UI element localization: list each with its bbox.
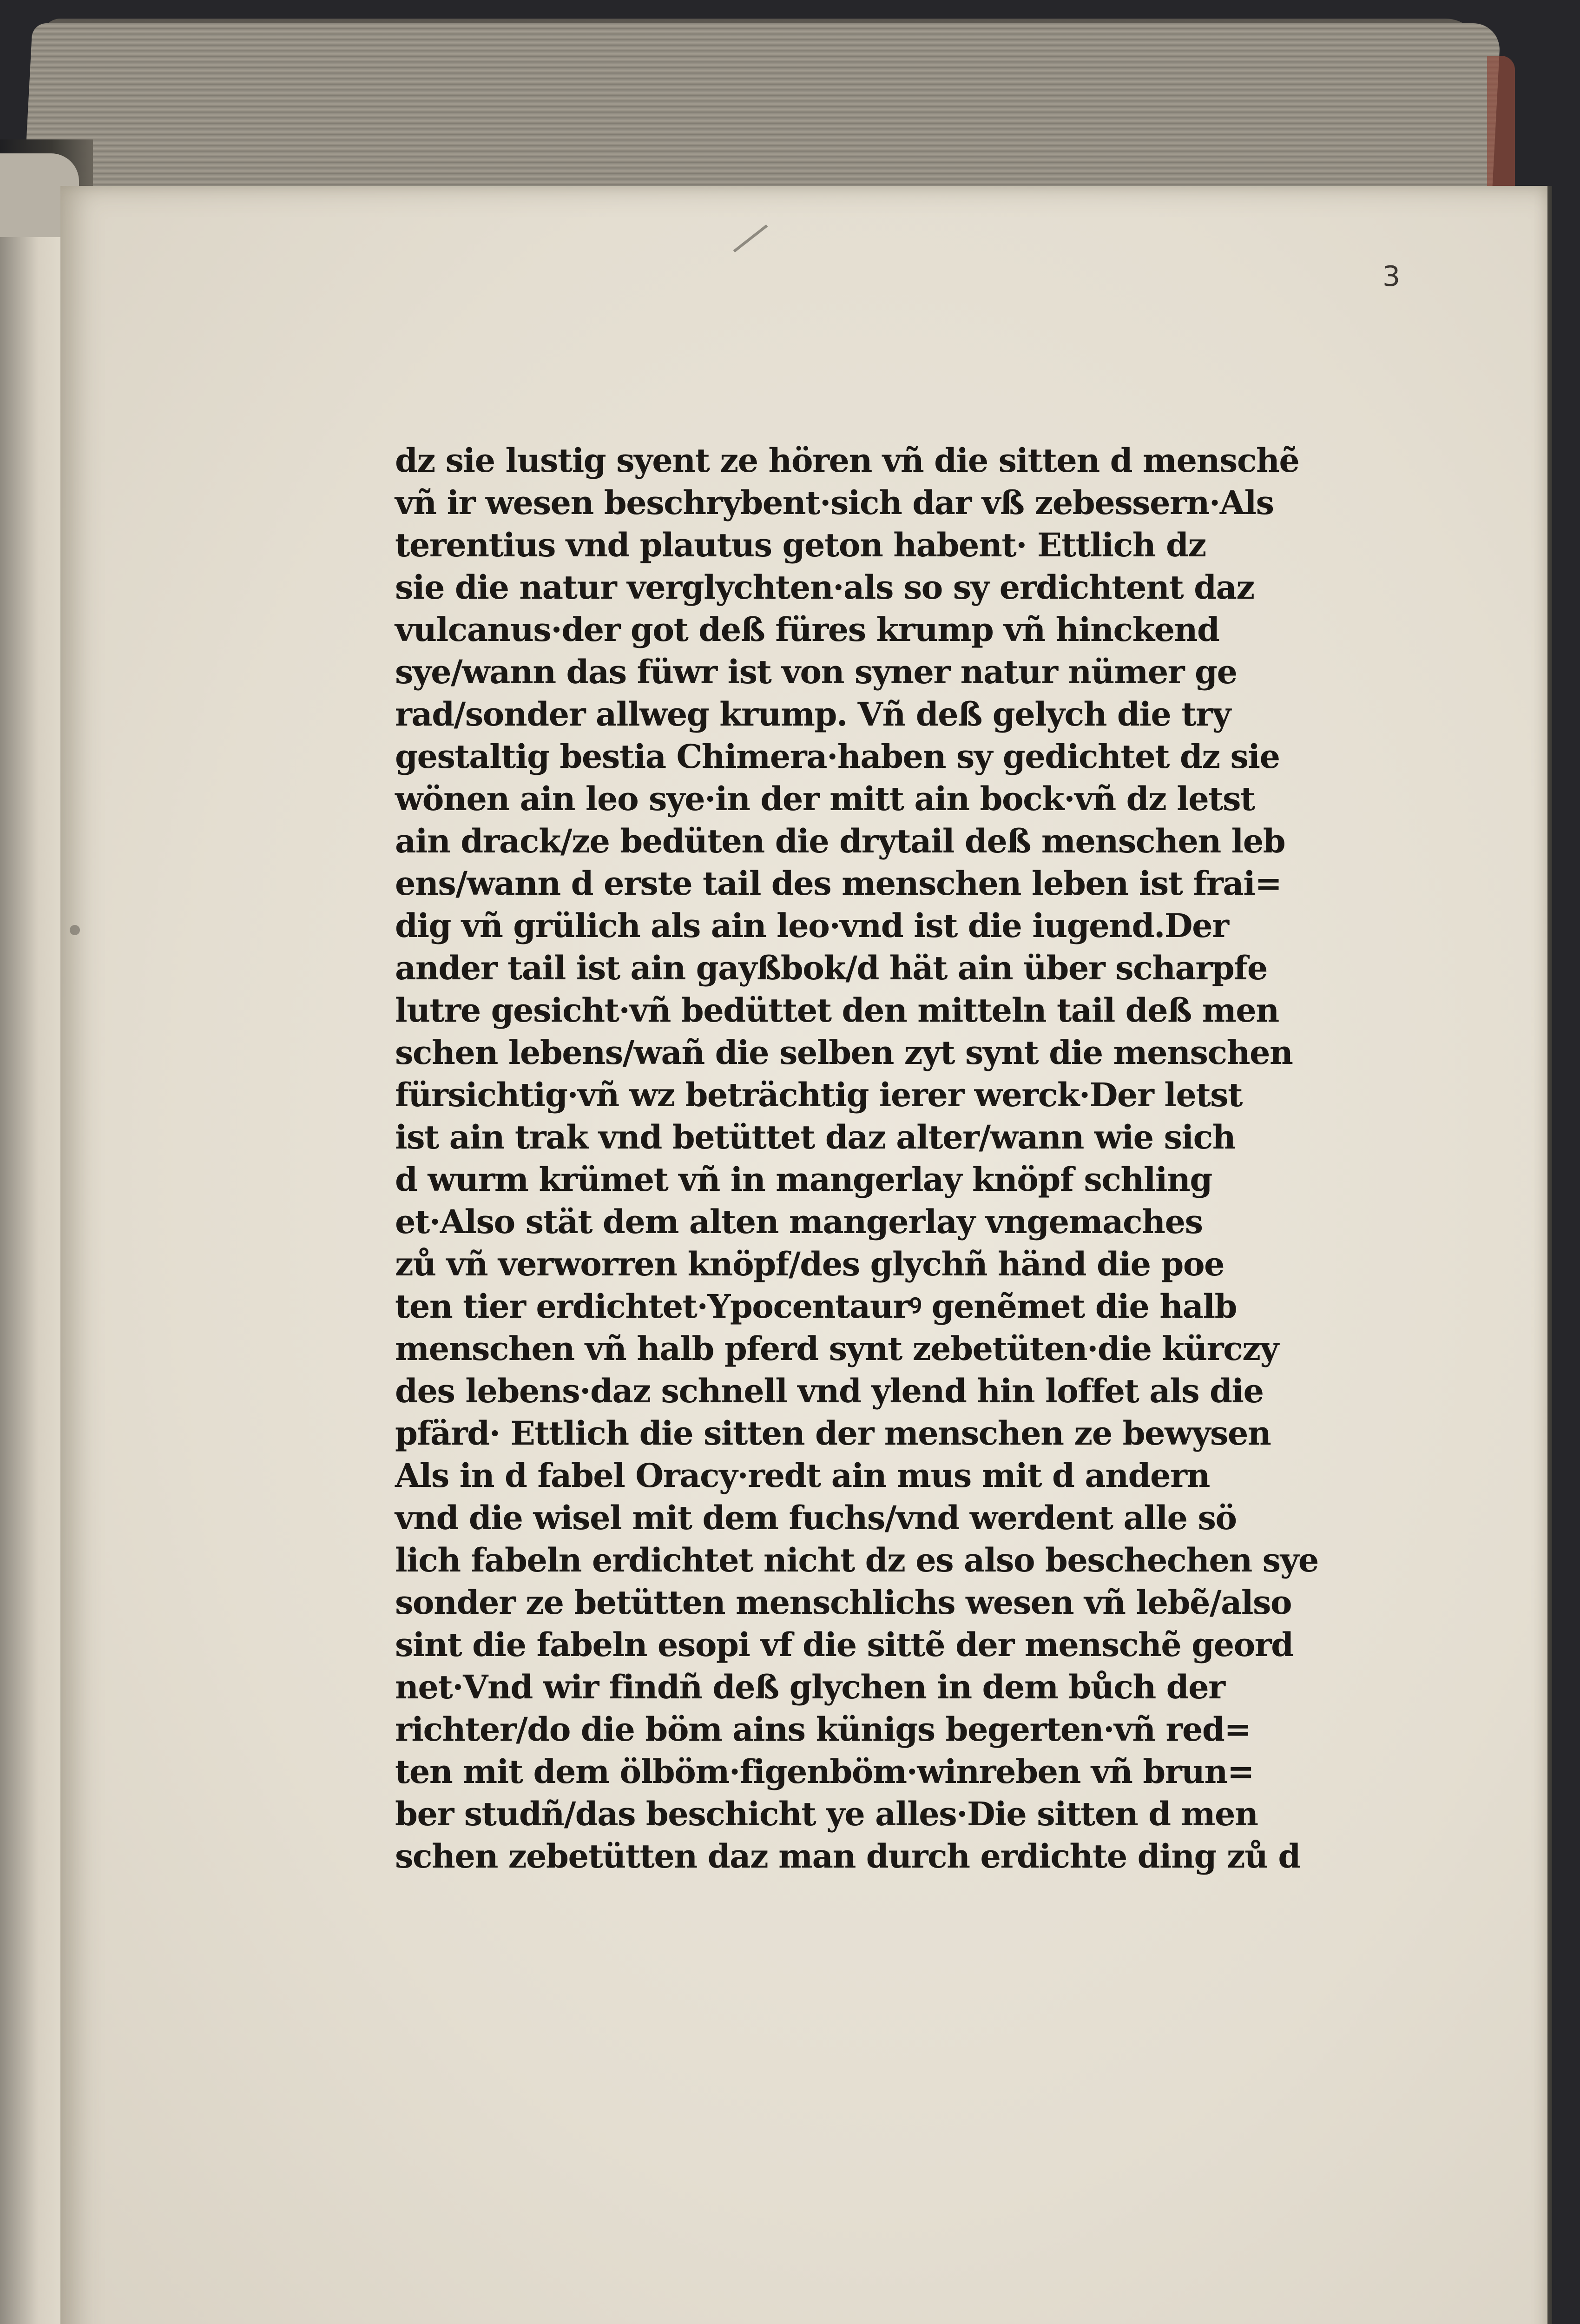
- text-line: richter/do die böm ains künigs begerten·vñ red=: [395, 1710, 1251, 1749]
- text-line: terentius vnd plautus geton habent· Ettlich dz: [395, 526, 1206, 564]
- text-line: schen zebetütten daz man durch erdichte ding zů d: [395, 1837, 1300, 1875]
- text-line: sye/wann das füwr ist von syner natur nümer ge: [395, 653, 1237, 691]
- text-line: dz sie lustig syent ze hören vñ die sitten d menschẽ: [395, 441, 1299, 480]
- text-line: vñ ir wesen beschrybent·sich dar vß zebessern·Als: [395, 483, 1274, 522]
- text-line: Als in d fabel Oracy·redt ain mus mit d andern: [395, 1456, 1210, 1495]
- text-line: menschen vñ halb pferd synt zebetüten·die kürczy: [395, 1329, 1278, 1368]
- text-line: ist ain trak vnd betüttet daz alter/wann wie sich: [395, 1118, 1236, 1156]
- text-line: dig vñ grülich als ain leo·vnd ist die iugend.Der: [395, 906, 1229, 945]
- text-line: fürsichtig·vñ wz beträchtig ierer werck·Der letst: [395, 1076, 1242, 1114]
- folio-number: 3: [1382, 260, 1401, 293]
- text-line: net·Vnd wir findñ deß glychen in dem bůch der: [395, 1668, 1225, 1706]
- text-line: ens/wann d erste tail des menschen leben ist frai=: [395, 864, 1282, 903]
- text-line: ander tail ist ain gayßbok/d hät ain über scharpfe: [395, 949, 1267, 987]
- text-line: sie die natur verglychten·als so sy erdichtent daz: [395, 568, 1254, 607]
- text-line: ain drack/ze bedüten die drytail deß menschen leb: [395, 822, 1285, 860]
- text-line: zů vñ verworren knöpf/des glychñ händ die poe: [395, 1245, 1224, 1283]
- text-line: ten mit dem ölböm·figenböm·winreben vñ brun=: [395, 1752, 1254, 1791]
- text-line: sint die fabeln esopi vf die sittẽ der menschẽ geord: [395, 1625, 1293, 1664]
- text-line: lich fabeln erdichtet nicht dz es also beschechen sye: [395, 1541, 1318, 1579]
- left-page-edge: [0, 186, 70, 2324]
- text-block: [395, 439, 1318, 1877]
- text-line: des lebens·daz schnell vnd ylend hin loffet als die: [395, 1372, 1264, 1410]
- text-line: d wurm krümet vñ in mangerlay knöpf schling: [395, 1160, 1212, 1199]
- text-line: et·Also stät dem alten mangerlay vngemaches: [395, 1202, 1203, 1241]
- worm-hole: [70, 925, 80, 935]
- text-line: pfärd· Ettlich die sitten der menschen ze bewysen: [395, 1414, 1271, 1452]
- text-line: wönen ain leo sye·in der mitt ain bock·vñ dz letst: [395, 779, 1255, 818]
- text-line: sonder ze betütten menschlichs wesen vñ lebẽ/also: [395, 1583, 1292, 1622]
- text-line: schen lebens/wañ die selben zyt synt die menschen: [395, 1033, 1293, 1072]
- text-line: vulcanus·der got deß füres krump vñ hinckend: [395, 610, 1219, 649]
- text-line: lutre gesicht·vñ bedüttet den mitteln tail deß men: [395, 991, 1279, 1030]
- text-line: vnd die wisel mit dem fuchs/vnd werdent alle sö: [395, 1499, 1237, 1537]
- text-line: ber studñ/das beschicht ye alles·Die sitten d men: [395, 1795, 1258, 1833]
- text-line: gestaltig bestia Chimera·haben sy gedichtet dz sie: [395, 737, 1280, 776]
- text-line: rad/sonder allweg krump. Vñ deß gelych die try: [395, 695, 1231, 733]
- text-line: ten tier erdichtet·Ypocentaurꝰ genẽmet die halb: [395, 1287, 1237, 1326]
- book-top-edge: [23, 23, 1501, 200]
